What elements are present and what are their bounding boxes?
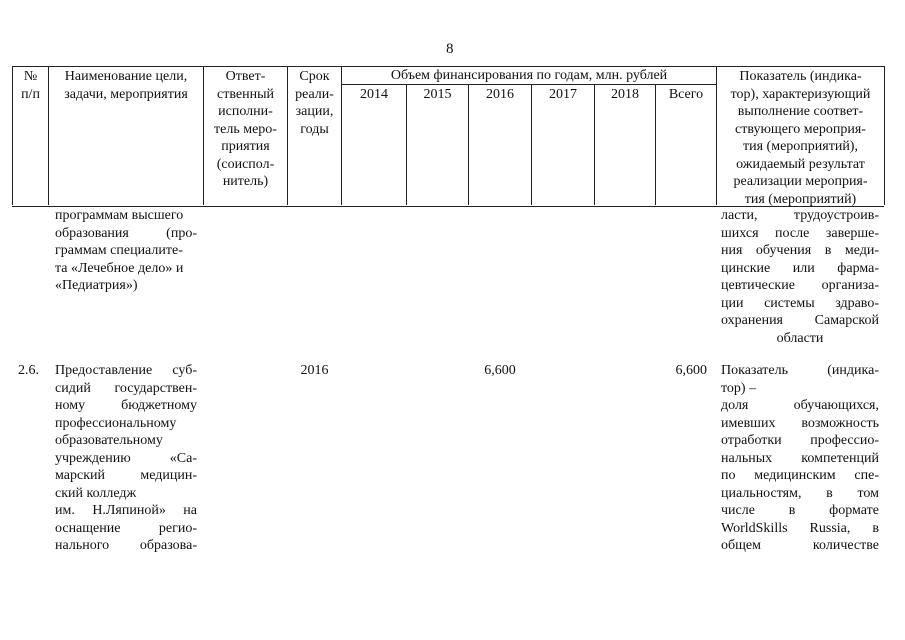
header-financing-title: Объем финансирования по годам, млн. рублей — [390, 68, 668, 83]
header-year-2015: 2015 — [423, 87, 452, 102]
continuation-indicator-cell: ласти, трудоустроив- шихся после заверше- ния обучения в меди- цинские или фарма- цевтические организа- ции системы здраво- охранения Самарской области — [721, 208, 879, 346]
page-number: 8 — [446, 41, 454, 57]
row-2-6-num: 2.6. — [18, 363, 39, 378]
header-term: Срок реали- зации, годы — [295, 69, 334, 137]
header-year-2017: 2017 — [549, 87, 577, 102]
table-border — [884, 66, 885, 205]
row-2-6-total: 6,600 — [675, 363, 707, 378]
header-num: № п/п — [21, 69, 40, 102]
header-year-2018: 2018 — [611, 87, 639, 102]
row-2-6-indicator-cell: Показатель (индика- тор) – доля обучающихся, имевших возможность отработки профессио- нальных компетенций по медицинским спе- циальностям, в том числе в формате WorldSkills Russia, в общем количестве — [721, 363, 879, 553]
header-total: Всего — [668, 87, 704, 102]
header-responsible: Ответ- ственный исполни- тель меро- приятия (соиспол- нитель) — [214, 69, 277, 189]
row-2-6-term: 2016 — [300, 363, 329, 378]
header-year-2016: 2016 — [486, 87, 514, 102]
row-2-6-year-2016: 6,600 — [484, 363, 516, 378]
header-name: Наименование цели, задачи, мероприятия — [64, 69, 188, 102]
header-indicator: Показатель (индика- тор), характеризующий выполнение соответ- ствующего мероприя- тия (мероприятий), ожидаемый результат реализации мероприя- тия (мероприятий) — [730, 69, 871, 207]
row-2-6-name-cell: Предоставление суб- сидий государствен- ному бюджетному профессиональному образовательному учреждению «Са- марский медицин- ский колледж им. Н.Ляпиной» на оснащение регио- нального образова- — [55, 363, 197, 553]
continuation-name-cell: программам высшего образования (про- граммам специалите- та «Лечебное дело» и «Педиатрия») — [55, 208, 197, 293]
header-year-2014: 2014 — [360, 87, 388, 102]
